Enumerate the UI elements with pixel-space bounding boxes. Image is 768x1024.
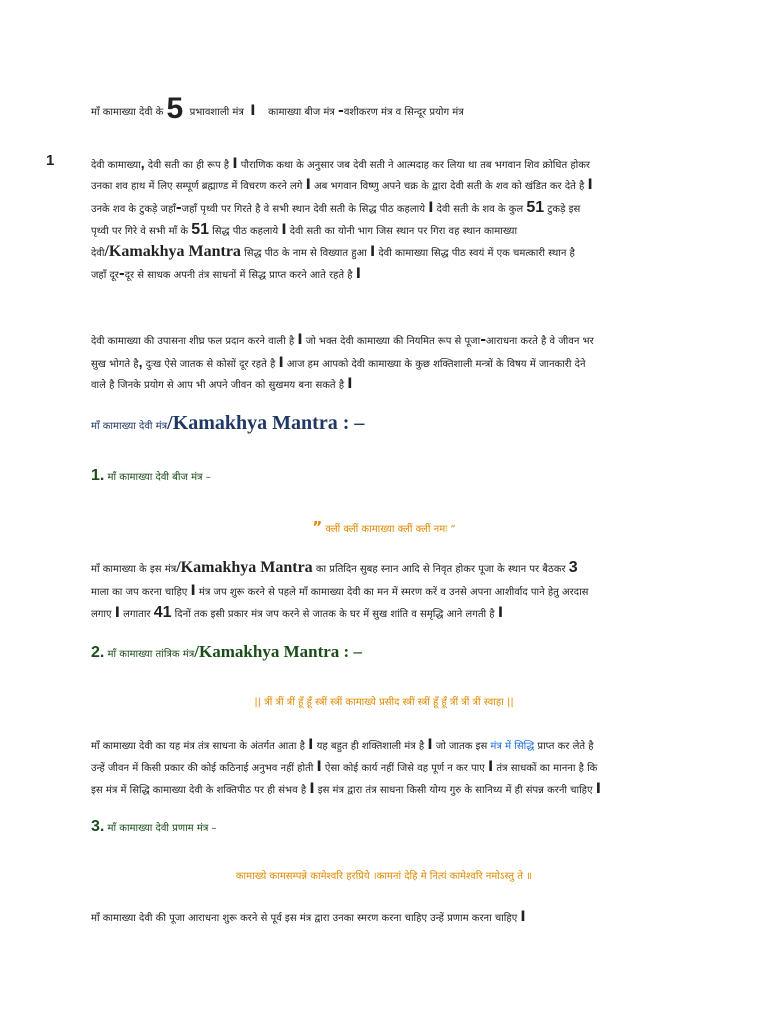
text-line: माँ कामाख्या देवी का यह मंत्र तंत्र साधना के अंतर्गत आता है I यह बहुत ही शक्तिशाली मंत्र है I जो जातक इस मंत्र में सिद्धि प्राप्त कर लेते है (91, 737, 594, 753)
main-heading: माँ कामाख्या देवी मंत्र/Kamakhya Mantra : – (91, 412, 365, 434)
text-line: देवी/Kamakhya Mantra सिद्ध पीठ के नाम से विख्यात हुआ I देवी कामाख्या सिद्ध पीठ स्वयं में एक चमत्कारी स्थान है (91, 243, 575, 260)
title-part: कामाख्या बीज मंत्र (268, 107, 335, 118)
document-title (91, 92, 728, 125)
text-line: देवी कामाख्या, देवी सती का ही रूप है I पौराणिक कथा के अनुसार जब देवी सती ने आत्मदाह कर लिया था तब भगवान शिव क्रोधित होकर (91, 155, 591, 172)
text-line: वाले है जिनके प्रयोग से आप भी अपने जीवन को सुखमय बना सकते है I (91, 376, 353, 392)
section-heading-3: 3. माँ कामाख्या देवी प्रणाम मंत्र – (91, 818, 217, 835)
danda-mark: I (250, 103, 256, 119)
section-heading-2: 2. माँ कामाख्या तांत्रिक मंत्र/Kamakhya Mantra : – (91, 642, 362, 661)
text-line: जहाँ दूर-दूर से साधक अपनी तंत्र साधनों में सिद्ध प्राप्त करने आते रहते है I (91, 266, 361, 282)
title-part: वशीकरण मंत्र व सिन्दूर प्रयोग मंत्र (343, 107, 464, 118)
title-part: प्रभावशाली मंत्र (189, 107, 244, 118)
section3-paragraph: माँ कामाख्या देवी की पूजा आराधना शुरू करने से पूर्व इस मंत्र द्वारा उनका स्मरण करना चाहिए उन्हें प्रणाम करना चाहिए I (91, 909, 526, 925)
dash-mark: - (338, 103, 344, 119)
text-line: माला का जप करना चाहिए I मंत्र जप शुरू करने से पहले माँ कामाख्या देवी का मन में स्मरण करें व उनसे अपना आशीर्वाद पाने हेतु अरदास (91, 583, 589, 599)
section-heading-1: 1. माँ कामाख्या देवी बीज मंत्र – (91, 467, 211, 484)
title-number: 5 (166, 92, 184, 125)
mantra-siddhi-link[interactable]: मंत्र में सिद्धि (490, 741, 535, 752)
bija-mantra: ” क्लीं क्लीं कामाख्या क्लीं क्लीं नमः ” (312, 518, 456, 536)
page-number: 1 (46, 152, 55, 169)
text-line: माँ कामाख्या के इस मंत्र/Kamakhya Mantra का प्रतिदिन सुबह स्नान आदि से निवृत होकर पूजा के स्थान पर बैठकर 3 (91, 559, 578, 576)
tantric-mantra: || त्रीं त्रीं त्रीं हूँ हूँ स्त्रीं स्त्रीं कामाख्ये प्रसीद स्त्रीं स्त्रीं हूँ हूँ त्रीं त्रीं त्रीं स्वाहा || (254, 697, 514, 708)
text-line: लगाए I लगातार 41 दिनों तक इसी प्रकार मंत्र जप करने से जातक के घर में सुख शांति व समृद्धि आने लगती है I (91, 604, 504, 621)
title-part: माँ कामाख्या देवी के (91, 107, 164, 118)
text-line: उनका शव हाथ में लिए सम्पूर्ण ब्रह्माण्ड में विचरण करने लगे I अब भगवान विष्णु अपने चक्र के द्वारा देवी सती के शव को खंडित कर देते है I (91, 177, 593, 193)
text-line: सुख भोगते है, दुःख ऐसे जातक से कोसों दूर रहते है I आज हम आपको देवी कामाख्या के कुछ शक्तिशाली मन्त्रों के विषय में जानकारी देने (91, 354, 586, 371)
text-line: पृथ्वी पर गिरे वे सभी माँ के 51 सिद्ध पीठ कहलाये I देवी सती का योनी भाग जिस स्थान पर गिरा वह स्थान कामाख्या (91, 221, 518, 238)
pranam-mantra: कामाख्ये कामसम्पन्ने कामेश्वरि हरप्रिये ।कामनां देहि मे नित्यं कामेश्वरि नमोऽस्तु ते ॥ (235, 871, 533, 882)
text-line: उनके शव के टुकड़े जहाँ-जहाँ पृथ्वी पर गिरते है वे सभी स्थान देवी सती के सिद्ध पीठ कहलाये I देवी सती के शव के कुल 51 टुकड़े इस (91, 199, 581, 216)
text-line: देवी कामाख्या की उपासना शीघ्र फल प्रदान करने वाली है I जो भक्त देवी कामाख्या की नियमित रूप से पूजा-आराधना करते है वे जीवन भर (91, 332, 594, 348)
text-line: इस मंत्र में सिद्धि कामाख्या देवी के शक्तिपीठ पर ही संभव है I इस मंत्र द्वारा तंत्र साधना किसी योग्य गुरु के सानिध्य में ही संपन्न करनी चाहिए I (91, 781, 601, 797)
text-line: उन्हें जीवन में किसी प्रकार की कोई कठिनाई अनुभव नहीं होती I ऐसा कोई कार्य नहीं जिसे वह पूर्ण न कर पाए I तंत्र साधकों का मानना है कि (91, 759, 598, 775)
